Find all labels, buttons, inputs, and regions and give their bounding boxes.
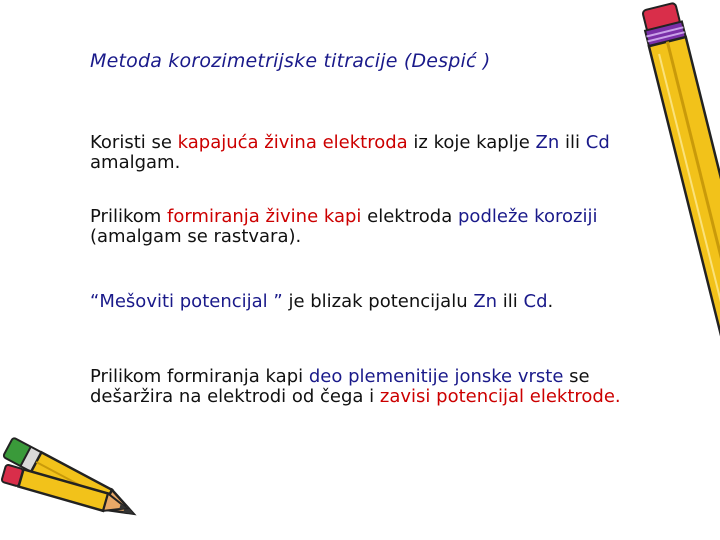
- paragraph-1: [90, 133, 670, 173]
- text-segment: Koristi se: [90, 132, 178, 153]
- text-segment-highlight: Cd: [523, 291, 548, 312]
- paragraph-2: [90, 207, 670, 247]
- text-segment: ili: [497, 291, 524, 312]
- paragraph-4: [90, 367, 670, 407]
- text-segment: iz koje kaplje: [407, 132, 536, 153]
- paragraph-3: [90, 292, 670, 312]
- pencil-icon: [590, 0, 720, 500]
- text-segment: .: [547, 291, 554, 312]
- text-segment: Prilikom formiranja kapi: [90, 366, 309, 387]
- text-segment-highlight: kapajuća živina elektroda: [177, 132, 408, 153]
- text-segment: elektroda: [361, 206, 458, 227]
- pencil-icon: [0, 430, 150, 535]
- text-segment-highlight: deo plemenitije jonske vrste: [308, 366, 564, 387]
- text-segment-highlight: zavisi potencijal elektrode.: [379, 386, 621, 407]
- text-segment-highlight: podleže koroziji: [458, 206, 598, 227]
- text-segment-highlight: Zn: [473, 291, 498, 312]
- slide-title: Metoda korozimetrijske titracije (Despić ): [90, 50, 491, 72]
- text-segment-highlight: Cd: [585, 132, 610, 153]
- text-segment: ili: [559, 132, 586, 153]
- text-segment: amalgam.: [90, 152, 181, 173]
- text-segment-highlight: “Mešoviti potencijal ”: [90, 291, 283, 312]
- text-segment: je blizak potencijalu: [282, 291, 474, 312]
- text-segment: (amalgam se rastvara).: [90, 226, 302, 247]
- text-segment: se dešaržira na elektrodi od čega i: [90, 366, 590, 407]
- text-segment-highlight: formiranja živine kapi: [167, 206, 362, 227]
- text-segment: Prilikom: [90, 206, 167, 227]
- text-segment-highlight: Zn: [535, 132, 560, 153]
